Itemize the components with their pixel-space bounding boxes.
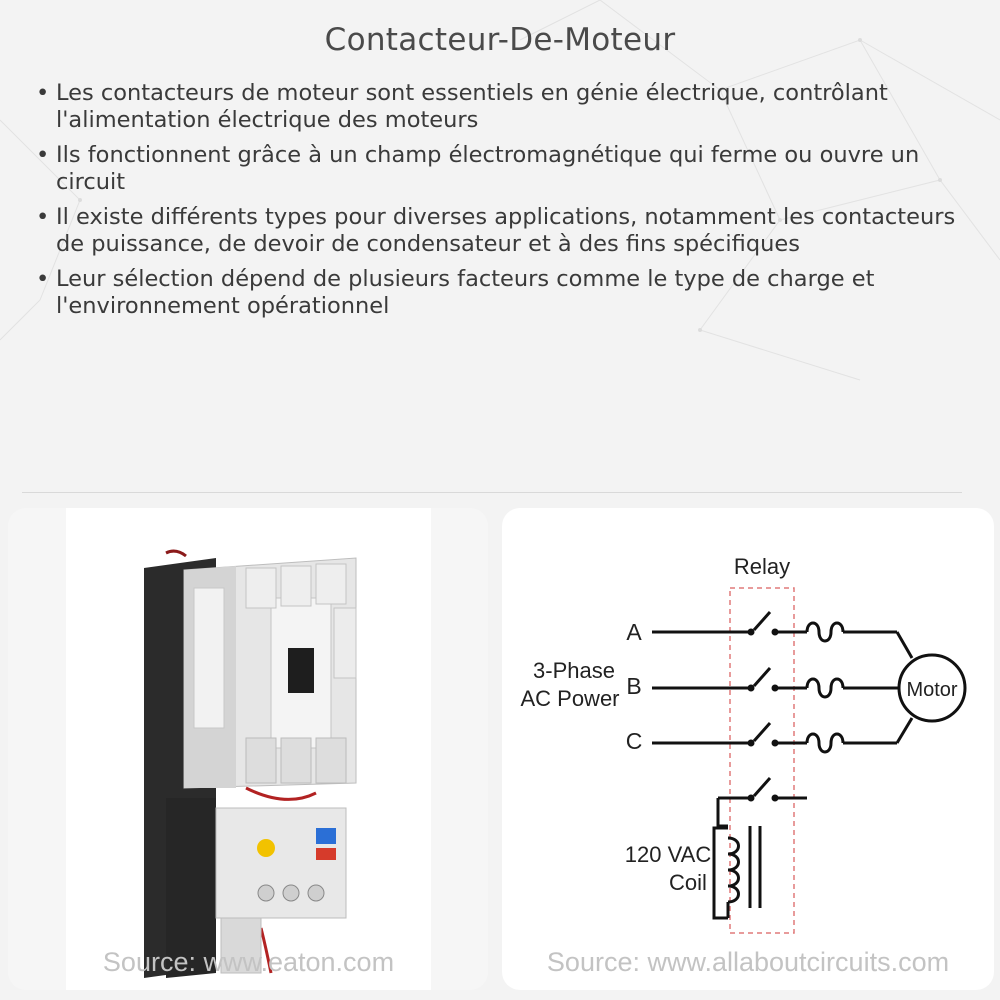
relay-diagram-panel — [502, 508, 994, 990]
phase-a-label: A — [626, 619, 642, 645]
motor-label: Motor — [906, 679, 958, 701]
phase-c-label: C — [625, 728, 643, 754]
page-title: Contacteur-De-Moteur — [324, 22, 676, 58]
bullet-item: • Les contacteurs de moteur sont essentiels en génie électrique, contrôlant l'alimentation électrique des moteurs — [36, 80, 888, 133]
coil-label-line1: 120 VAC — [624, 842, 712, 867]
relay-wiring-diagram — [502, 508, 994, 990]
bullet-item: • Leur sélection dépend de plusieurs facteurs comme le type de charge et l'environnement opérationnel — [36, 266, 875, 319]
relay-dashed-box — [730, 588, 794, 933]
phase-label-line1: 3-Phase — [533, 658, 615, 683]
bullet-dot: • — [36, 80, 50, 106]
contactor-photo-panel — [8, 508, 488, 990]
bullet-item: • Ils fonctionnent grâce à un champ électromagnétique qui ferme ou ouvre un circuit — [36, 142, 920, 195]
contactor-photo-card — [66, 508, 431, 990]
phase-label-line2: AC Power — [520, 686, 620, 711]
bullet-dot: • — [36, 266, 50, 292]
relay-label: Relay — [733, 554, 791, 579]
image-source-caption: Source: www.eaton.com — [102, 947, 395, 977]
bullet-dot: • — [36, 142, 50, 168]
coil-label-line2: Coil — [669, 870, 707, 895]
bullet-list — [36, 80, 966, 328]
bullet-item: • Il existe différents types pour diverses applications, notamment les contacteurs de puissance, de devoir de condensateur et à des fins spécifiques — [36, 204, 956, 257]
phase-b-label: B — [626, 673, 642, 699]
section-divider — [22, 492, 962, 493]
contactor-photo — [66, 508, 431, 990]
image-source-caption: Source: www.allaboutcircuits.com — [546, 947, 950, 977]
bullet-dot: • — [36, 204, 50, 230]
